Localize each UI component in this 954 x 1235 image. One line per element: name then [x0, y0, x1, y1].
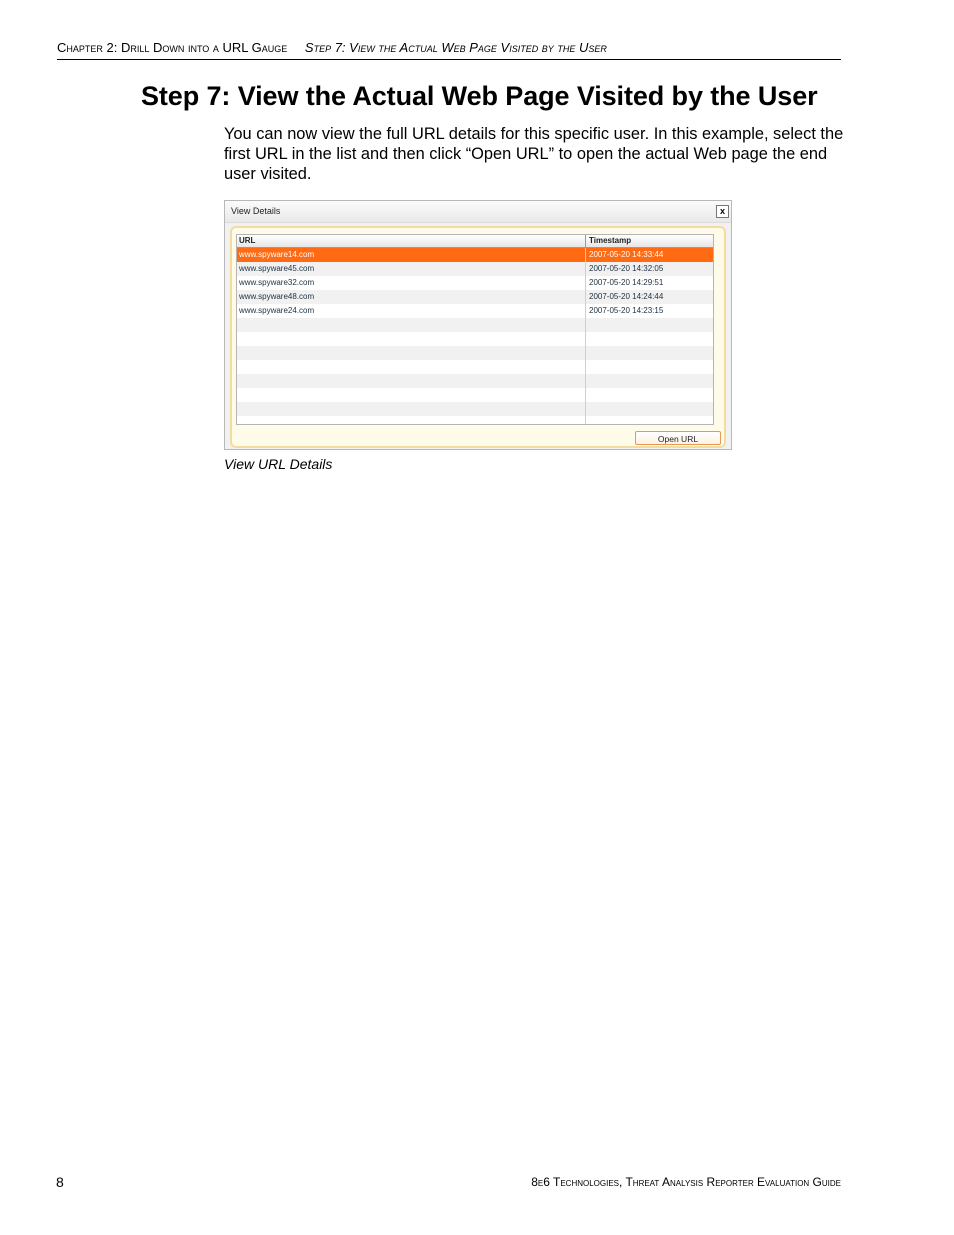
- table-row[interactable]: [237, 290, 713, 304]
- page-number: 8: [56, 1174, 64, 1190]
- dialog-title: View Details: [231, 206, 281, 216]
- row-url: www.spyware32.com: [239, 278, 315, 287]
- close-icon[interactable]: x: [716, 205, 729, 218]
- row-timestamp: 2007-05-20 14:29:51: [589, 278, 664, 287]
- empty-row: [237, 332, 713, 346]
- empty-row: [237, 388, 713, 402]
- empty-row: [237, 402, 713, 416]
- table-row[interactable]: [237, 304, 713, 318]
- row-url: www.spyware24.com: [239, 306, 315, 315]
- table-row[interactable]: [237, 262, 713, 276]
- table-row[interactable]: [237, 276, 713, 290]
- column-divider-line: [585, 248, 586, 425]
- empty-row: [237, 374, 713, 388]
- empty-row: [237, 360, 713, 374]
- url-table: [236, 234, 714, 425]
- header-section: Step 7: View the Actual Web Page Visited by the User: [304, 40, 607, 55]
- header-chapter: Chapter 2: Drill Down into a URL Gauge: [57, 40, 288, 55]
- row-url: www.spyware45.com: [239, 264, 315, 273]
- row-url: www.spyware14.com: [239, 250, 315, 259]
- column-header-timestamp[interactable]: Timestamp: [589, 236, 632, 245]
- view-details-dialog: [224, 200, 732, 450]
- empty-row: [237, 416, 713, 425]
- row-timestamp: 2007-05-20 14:32:05: [589, 264, 664, 273]
- table-rows: [237, 248, 713, 425]
- table-header: [237, 235, 713, 248]
- empty-row: [237, 346, 713, 360]
- row-timestamp: 2007-05-20 14:23:15: [589, 306, 664, 315]
- table-row[interactable]: [237, 248, 713, 262]
- dialog-titlebar: [225, 201, 731, 223]
- intro-paragraph: You can now view the full URL details for this specific user. In this example, select the first URL in the list and then click “Open URL” to open the actual Web page the end user visited.: [224, 125, 844, 183]
- footer-title: 8e6 Technologies, Threat Analysis Reporter Evaluation Guide: [531, 1175, 841, 1189]
- column-header-url[interactable]: URL: [239, 236, 256, 245]
- figure-caption: View URL Details: [224, 456, 333, 472]
- row-timestamp: 2007-05-20 14:33:44: [589, 250, 664, 259]
- column-divider[interactable]: [585, 235, 586, 247]
- row-url: www.spyware48.com: [239, 292, 315, 301]
- open-url-button[interactable]: Open URL: [635, 431, 721, 445]
- dialog-body: [230, 226, 726, 448]
- empty-row: [237, 318, 713, 332]
- scrollbar[interactable]: [713, 248, 714, 425]
- row-timestamp: 2007-05-20 14:24:44: [589, 292, 664, 301]
- page-title: Step 7: View the Actual Web Page Visited by the User: [141, 81, 818, 111]
- running-header: [57, 40, 841, 60]
